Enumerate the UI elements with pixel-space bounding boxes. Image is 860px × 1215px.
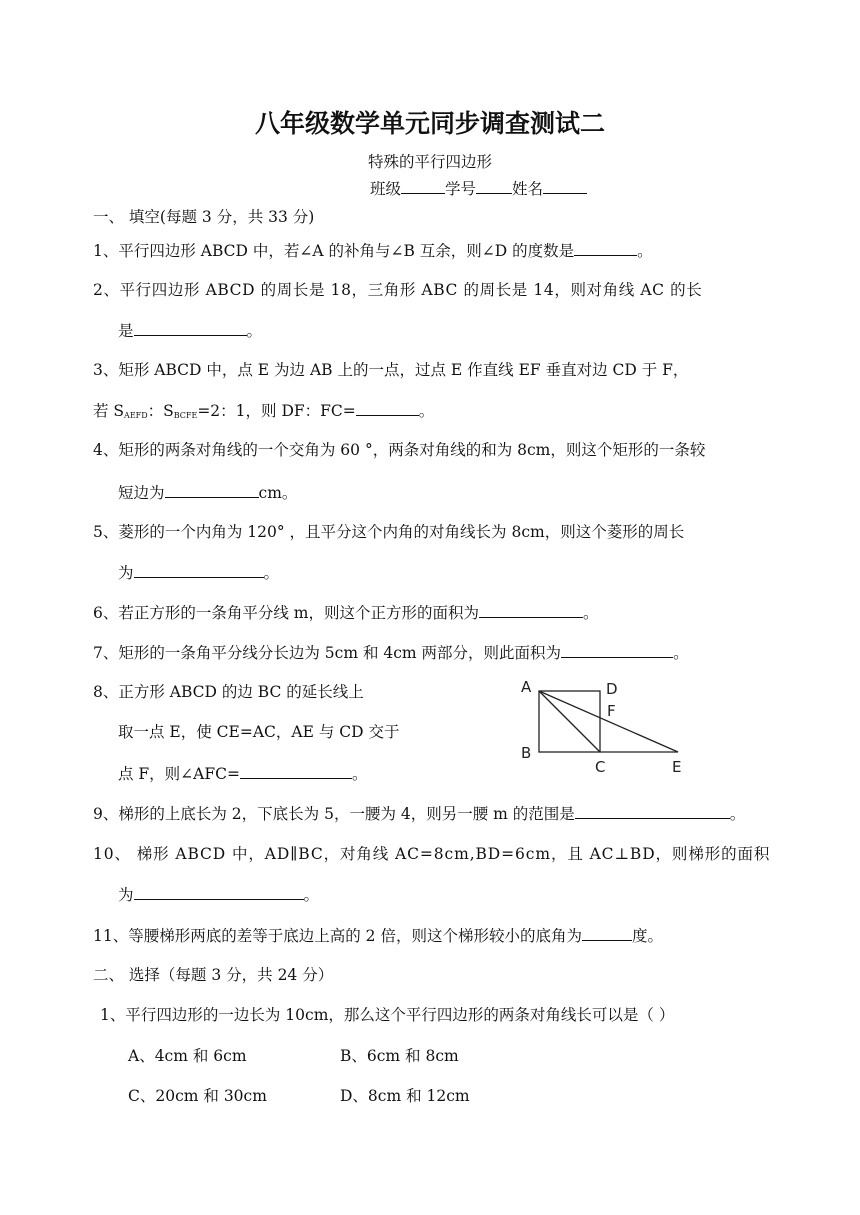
choice-question-1: 1、平行四边形的一边长为 10cm，那么这个平行四边形的两条对角线长可以是（ ） xyxy=(100,1006,675,1024)
period: 。 xyxy=(647,927,663,945)
period: 。 xyxy=(729,805,746,823)
question-8-line2: 取一点 E，使 CE=AC，AE 与 CD 交于 xyxy=(118,723,400,741)
class-blank[interactable] xyxy=(401,178,445,194)
question-2-line2 xyxy=(118,320,262,341)
question-1 xyxy=(93,240,653,261)
option-d[interactable]: D、8cm 和 12cm xyxy=(340,1087,470,1105)
period: 。 xyxy=(263,564,280,582)
option-b[interactable]: B、6cm 和 8cm xyxy=(340,1047,459,1065)
diagonal-ac xyxy=(539,691,600,752)
question-9 xyxy=(93,803,745,824)
period: 。 xyxy=(673,644,689,662)
option-c[interactable]: C、20cm 和 30cm xyxy=(128,1087,267,1105)
geometry-figure xyxy=(510,676,710,781)
q10-text: 为 xyxy=(118,886,134,904)
answer-blank-2[interactable] xyxy=(134,320,247,336)
subtitle: 特殊的平行四边形 xyxy=(367,153,492,171)
q8-text: 点 F，则∠AFC= xyxy=(118,765,240,783)
question-4-line1: 4、矩形的两条对角线的一个交角为 60 °，两条对角线的和为 8cm，则这个矩形的一条较 xyxy=(93,441,706,459)
q5-text: 为 xyxy=(118,564,134,582)
period: 。 xyxy=(246,322,263,340)
period: 。 xyxy=(281,484,298,502)
period: 。 xyxy=(351,765,368,783)
point-a-label: A xyxy=(521,678,532,696)
q4-unit: cm xyxy=(258,484,282,502)
section2-heading: 二、 选择（每题 3 分，共 24 分） xyxy=(93,966,334,984)
q3-text: =2：1，则 DF：FC= xyxy=(197,402,356,420)
answer-blank-1[interactable] xyxy=(574,240,637,256)
question-11 xyxy=(93,925,663,946)
q3-subscript-2: BCFE xyxy=(173,411,198,420)
q11-text: 11、等腰梯形两底的差等于底边上高的 2 倍，则这个梯形较小的底角为 xyxy=(93,927,582,945)
question-2-text: 是 xyxy=(118,322,134,340)
student-id-blank[interactable] xyxy=(476,178,512,194)
student-id-label: 学号 xyxy=(445,180,477,198)
answer-blank-10[interactable] xyxy=(134,884,304,900)
answer-blank-11[interactable] xyxy=(582,925,632,941)
point-c-label: C xyxy=(595,758,606,776)
point-f-label: F xyxy=(607,702,616,720)
period: 。 xyxy=(418,402,435,420)
q3-text: ：S xyxy=(147,402,174,420)
period: 。 xyxy=(583,604,599,622)
option-a[interactable]: A、4cm 和 6cm xyxy=(128,1047,247,1065)
name-label: 姓名 xyxy=(512,180,544,198)
question-3-line1: 3、矩形 ABCD 中，点 E 为边 AB 上的一点，过点 E 作直线 EF 垂直对边 CD 于 F， xyxy=(93,361,689,379)
question-1-text: 1、平行四边形 ABCD 中，若∠A 的补角与∠B 互余，则∠D 的度数是 xyxy=(93,242,575,260)
point-b-label: B xyxy=(521,744,532,762)
section1-heading: 一、 填空(每题 3 分，共 33 分) xyxy=(93,208,315,226)
point-d-label: D xyxy=(606,680,618,698)
question-5-line2 xyxy=(118,562,279,583)
q4-text: 短边为 xyxy=(118,484,165,502)
q3-text: 若 S xyxy=(93,402,125,420)
period: 。 xyxy=(303,886,320,904)
point-e-label: E xyxy=(672,758,682,776)
answer-blank-6[interactable] xyxy=(479,602,583,618)
question-10-line2 xyxy=(118,884,319,905)
q7-text: 7、矩形的一条角平分线分长边为 5cm 和 4cm 两部分，则此面积为 xyxy=(93,644,562,662)
answer-blank-7[interactable] xyxy=(561,642,673,658)
q11-unit: 度 xyxy=(631,927,648,945)
answer-blank-3[interactable] xyxy=(356,400,419,416)
student-info-line xyxy=(370,178,587,199)
q6-text: 6、若正方形的一条角平分线 m，则这个正方形的面积为 xyxy=(93,604,479,622)
question-4-line2 xyxy=(118,482,297,503)
line-ae xyxy=(539,691,678,752)
question-6 xyxy=(93,602,599,623)
name-blank[interactable] xyxy=(543,178,587,194)
class-label: 班级 xyxy=(370,180,402,198)
q9-text: 9、梯形的上底长为 2，下底长为 5，一腰为 4，则另一腰 m 的范围是 xyxy=(93,805,575,823)
question-3-line2 xyxy=(93,400,434,426)
question-8-line3 xyxy=(118,763,367,784)
q3-subscript-1: AEFD xyxy=(124,411,148,420)
question-5-line1: 5、菱形的一个内角为 120° ，且平分这个内角的对角线长为 8cm，则这个菱形的周长 xyxy=(93,523,685,541)
question-8-line1: 8、正方形 ABCD 的边 BC 的延长线上 xyxy=(93,683,364,701)
answer-blank-4[interactable] xyxy=(165,482,259,498)
answer-blank-8[interactable] xyxy=(240,763,352,779)
answer-blank-5[interactable] xyxy=(134,562,264,578)
question-10-line1: 10、 梯形 ABCD 中，AD∥BC，对角线 AC=8cm,BD=6cm，且 AC⊥BD，则梯形的面积 xyxy=(93,845,771,863)
answer-blank-9[interactable] xyxy=(575,803,730,819)
question-2-line1: 2、平行四边形 ABCD 的周长是 18，三角形 ABC 的周长是 14，则对角线 AC 的长 xyxy=(93,281,703,299)
page-title: 八年级数学单元同步调查测试二 xyxy=(254,109,605,138)
period: 。 xyxy=(637,242,653,260)
question-7 xyxy=(93,642,689,663)
